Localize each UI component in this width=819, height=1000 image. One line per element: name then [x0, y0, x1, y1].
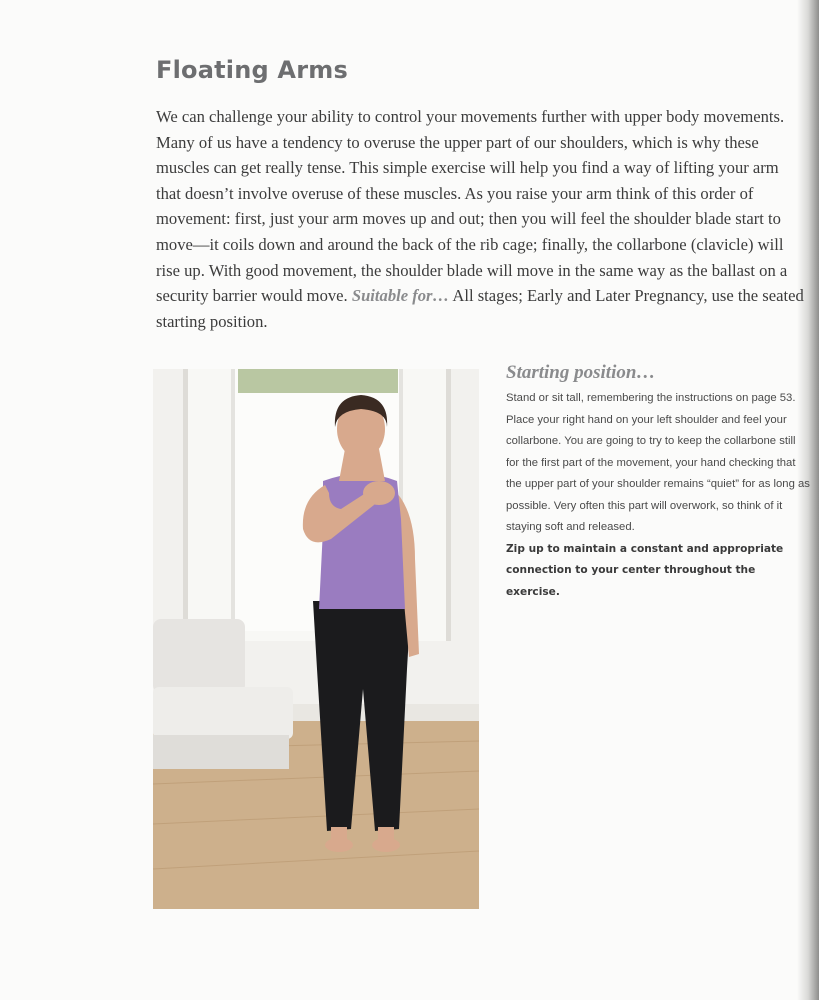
zip-up-instruction: Zip up to maintain a constant and appropriate connection to your center throughout the exercise. [506, 542, 784, 598]
page-title: Floating Arms [156, 56, 348, 84]
suitable-label: Suitable for… [351, 286, 450, 306]
starting-position-heading: Starting position… [506, 362, 656, 383]
sofa-seat [153, 687, 293, 739]
suitable-text: All stages; Early and Later Pregnancy, use the seated starting position. [156, 286, 804, 331]
starting-position-body: Stand or sit tall, remembering the instructions on page 53. Place your right hand on your left shoulder and feel your collarbone. You are going to try to keep the collarbone still for the first part of the movement, your hand checking that the upper part of your shoulder remains “quiet” for as long as possible. Very often this part will overwork, so think of it staying soft and released. [506, 392, 810, 533]
intro-text: We can challenge your ability to control your movements further with upper body movements. Many of us have a tendency to overuse the upper part of our shoulders, which is why these muscles can get really tense. This simple exercise will help you find a way of lifting your arm that doesn’t involve overuse of these muscles. As you raise your arm think of this order of movement: first, just your arm moves up and out; then you will feel the shoulder blade start to move—it coils down and around the back of the rib cage; finally, the collarbone (clavicle) will rise up. With good movement, the shoulder blade will move in the same way as the ballast on a security barrier would move. [156, 107, 788, 306]
starting-position-section [506, 362, 811, 603]
sofa-cushion [153, 619, 245, 693]
exercise-photo-illustration [153, 369, 479, 909]
hand-on-shoulder [363, 481, 395, 505]
intro-paragraph [156, 104, 806, 334]
exercise-photo [153, 369, 479, 909]
window-foliage [238, 369, 398, 393]
